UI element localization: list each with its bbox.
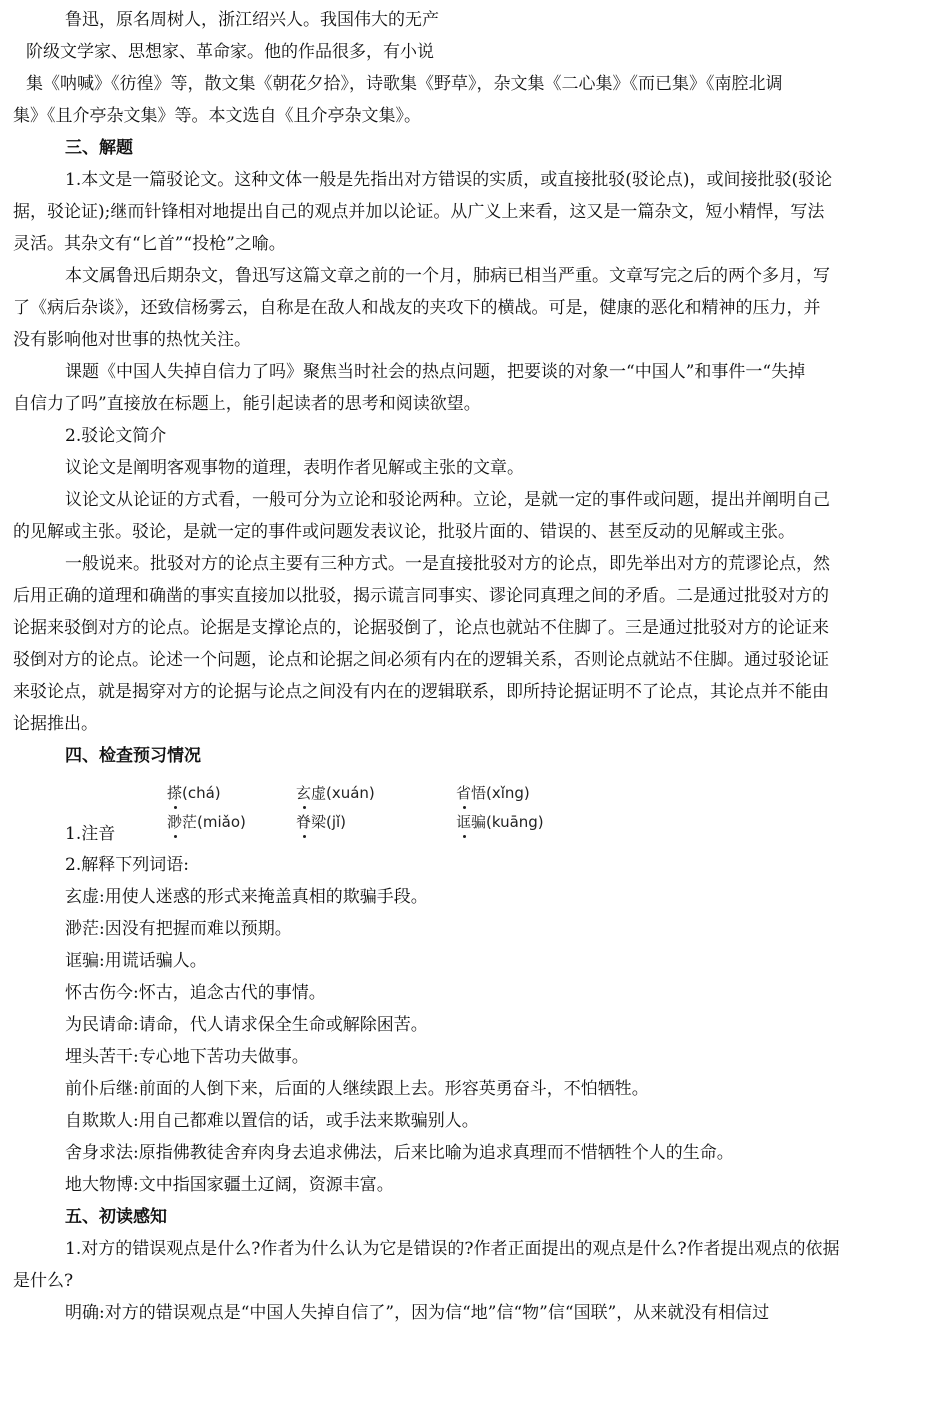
paragraph-line: 一般说来。批驳对方的论点主要有三种方式。一是直接批驳对方的论点，即先举出对方的荒谬论点，然 <box>65 554 830 574</box>
paragraph-line: 驳倒对方的论点。论述一个问题，论点和论据之间必须有内在的逻辑关系，否则论点就站不住脚。通过驳论证 <box>13 650 829 670</box>
section-heading: 四、检查预习情况 <box>65 746 201 766</box>
intro-line: 集《呐喊》《彷徨》等，散文集《朝花夕拾》，诗歌集《野草》，杂文集《二心集》《而已集》《南腔北调 <box>26 74 783 94</box>
paragraph-line: 没有影响他对世事的热忱关注。 <box>13 330 251 350</box>
paragraph-line: 本文属鲁迅后期杂文，鲁迅写这篇文章之前的一个月，肺病已相当严重。文章写完之后的两个多月，写 <box>65 266 830 286</box>
paragraph-line: 是什么? <box>13 1271 74 1291</box>
paragraph-line: 明确:对方的错误观点是“中国人失掉自信了”，因为信“地”信“物”信“国联”，从来就没有相信过 <box>65 1303 770 1323</box>
pinyin-item: 省悟(xǐng) <box>456 784 530 802</box>
paragraph-line: 灵活。其杂文有“匕首”“投枪”之喻。 <box>13 234 286 254</box>
pinyin-item: 玄虚(xuán) <box>296 784 375 802</box>
pinyin-item: 渺茫(miǎo) <box>167 813 246 831</box>
paragraph-line: 议论文是阐明客观事物的道理，表明作者见解或主张的文章。 <box>65 458 524 478</box>
paragraph-line: 自信力了吗”直接放在标题上，能引起读者的思考和阅读欲望。 <box>13 394 481 414</box>
vocab-item: 诓骗:用谎话骗人。 <box>65 951 207 971</box>
vocab-title: 2.解释下列词语: <box>65 855 189 875</box>
emphasis-dot-icon <box>303 806 306 809</box>
paragraph-line: 据，驳论证);继而针锋相对地提出自己的观点并加以论证。从广义上来看，这又是一篇杂文，短小精悍，写法 <box>13 202 825 222</box>
paragraph-line: 了《病后杂谈》，还致信杨雾云，自称是在敌人和战友的夹攻下的横战。可是，健康的恶化和精神的压力，并 <box>13 298 821 318</box>
vocab-item: 埋头苦干:专心地下苦功夫做事。 <box>65 1047 309 1067</box>
intro-line: 集》《且介亭杂文集》等。本文选自《且介亭杂文集》。 <box>13 106 421 126</box>
vocab-item: 自欺欺人:用自己都难以置信的话，或手法来欺骗别人。 <box>65 1111 479 1131</box>
intro-line: 鲁迅，原名周树人，浙江绍兴人。我国伟大的无产 <box>65 10 439 30</box>
pinyin-item: 搽(chá) <box>167 784 221 802</box>
vocab-item: 渺茫:因没有把握而难以预期。 <box>65 919 292 939</box>
paragraph-line: 1.本文是一篇驳论文。这种文体一般是先指出对方错误的实质，或直接批驳(驳论点)，或间接批驳(驳论 <box>65 170 833 190</box>
vocab-item: 舍身求法:原指佛教徒舍弃肉身去追求佛法，后来比喻为追求真理而不惜牺牲个人的生命。 <box>65 1143 734 1163</box>
paragraph-line: 来驳论点，就是揭穿对方的论据与论点之间没有内在的逻辑联系，即所持论据证明不了论点，其论点并不能由 <box>13 682 829 702</box>
paragraph-line: 论据来驳倒对方的论点。论据是支撑论点的，论据驳倒了，论点也就站不住脚了。三是通过批驳对方的论证来 <box>13 618 829 638</box>
paragraph-line: 课题《中国人失掉自信力了吗》聚焦当时社会的热点问题，把要谈的对象一“中国人”和事件一“失掉 <box>65 362 806 382</box>
emphasis-dot-icon <box>463 806 466 809</box>
pinyin-item: 诓骗(kuāng) <box>456 813 544 831</box>
paragraph-line: 后用正确的道理和确凿的事实直接加以批驳，揭示谎言同事实、谬论同真理之间的矛盾。二是通过批驳对方的 <box>13 586 829 606</box>
section-heading: 三、解题 <box>65 138 133 158</box>
paragraph-line: 的见解或主张。驳论，是就一定的事件或问题发表议论，批驳片面的、错误的、甚至反动的见解或主张。 <box>13 522 795 542</box>
vocab-item: 前仆后继:前面的人倒下来，后面的人继续跟上去。形容英勇奋斗，不怕牺牲。 <box>65 1079 649 1099</box>
intro-line: 阶级文学家、思想家、革命家。他的作品很多，有小说 <box>26 42 434 62</box>
vocab-item: 怀古伤今:怀古，追念古代的事情。 <box>65 983 326 1003</box>
paragraph-line: 2.驳论文简介 <box>65 426 167 446</box>
pinyin-item: 脊梁(jǐ) <box>296 813 347 831</box>
section-heading: 五、初读感知 <box>65 1207 167 1227</box>
paragraph-line: 1.对方的错误观点是什么?作者为什么认为它是错误的?作者正面提出的观点是什么?作者提出观点的依据 <box>65 1239 840 1259</box>
zhuyin-label: 1.注音 <box>65 824 116 844</box>
paragraph-line: 议论文从论证的方式看，一般可分为立论和驳论两种。立论，是就一定的事件或问题，提出并阐明自己 <box>65 490 830 510</box>
vocab-item: 地大物博:文中指国家疆土辽阔，资源丰富。 <box>65 1175 394 1195</box>
paragraph-line: 论据推出。 <box>13 714 98 734</box>
vocab-item: 玄虚:用使人迷惑的形式来掩盖真相的欺骗手段。 <box>65 887 428 907</box>
vocab-item: 为民请命:请命，代人请求保全生命或解除困苦。 <box>65 1015 428 1035</box>
emphasis-dot-icon <box>174 806 177 809</box>
